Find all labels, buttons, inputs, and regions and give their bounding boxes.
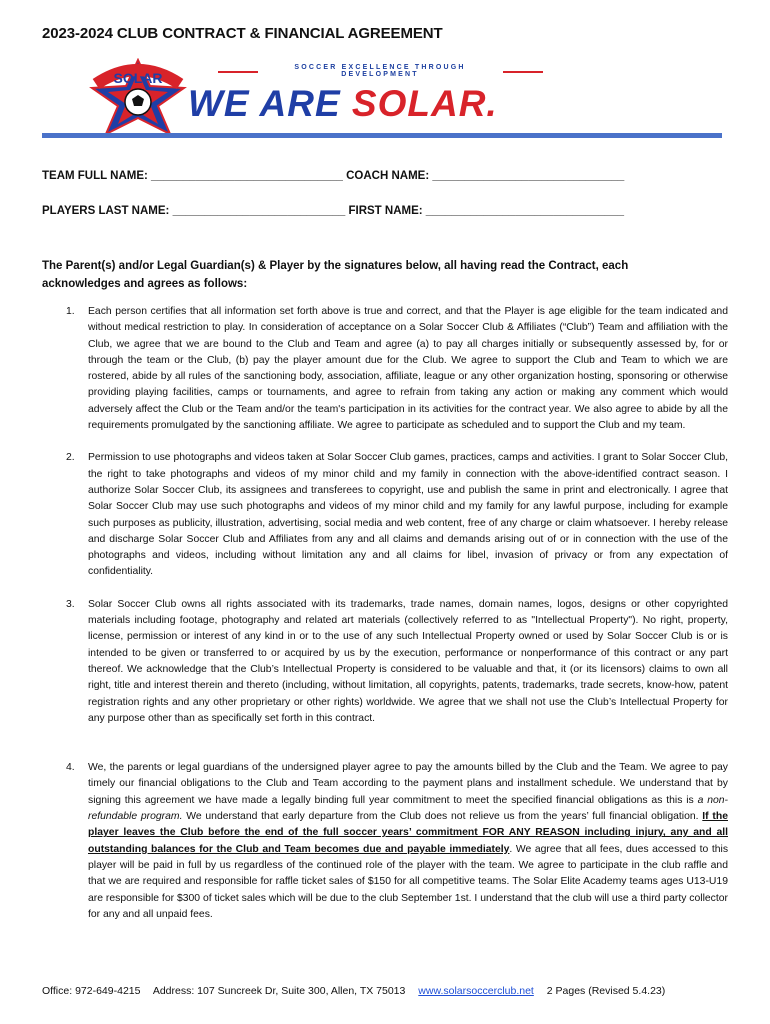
clause-3 (42, 597, 728, 727)
team-name-label: TEAM FULL NAME: (42, 170, 148, 182)
header-rule (42, 133, 722, 138)
first-name-label: FIRST NAME: (348, 205, 423, 217)
coach-name-field[interactable]: ______________________________ (432, 170, 625, 182)
clause-text-bold: If the player leaves the Club before the end of the full soccer years’ commitment FOR ANY REASON including injury, any and all outstanding balances for the Club and Team becomes due and payable immediately (88, 811, 728, 855)
footer-website-link[interactable]: www.solarsoccerclub.net (418, 985, 534, 997)
clause-list (42, 304, 728, 923)
clause-number: 2. (66, 452, 75, 464)
tagline-left-line (218, 71, 258, 73)
last-name-label: PLAYERS LAST NAME: (42, 205, 170, 217)
footer-address: Address: 107 Suncreek Dr, Suite 300, Allen, TX 75013 (152, 985, 406, 997)
clause-text-c: . We agree that all fees, dues accessed to this player will be paid in full by us regardless of the continued role of the player with the team. We agree to participate in the club raffle and that we are required and responsible for raffle ticket sales of $150 for all competitive teams. The Solar Elite Academy teams ages U13-U19 are responsible for $300 of ticket sales which will be due to the club September 1st. I understand that the club will use a third party collector for any and all unpaid fees. (88, 843, 729, 920)
clause-text-italic: a non-refundable program. (88, 794, 728, 823)
tagline: SOCCER EXCELLENCE THROUGH DEVELOPMENT (294, 64, 466, 78)
clause-text: Each person certifies that all information set forth above is true and correct, and that the Player is age eligible for the team indicated and without medical restriction to play. In consideration of acceptance on a Solar Soccer Club & Affiliates (“Club”) Team and affiliation with the Club, we agree that we are bound to the Club and Team and agree (a) to pay all charges initially or subsequently assessed by, for or through the team or the Club, (b) pay the player amount due for the Club. We agree to support the Club and Team to which we are rostered, abide by all rules of the sanctioning body, association, affiliate, league or any other organization hosting, sponsoring or otherwise providing playing facilities, camps or tournaments, and agree to refrain from taking any action or making any comment which would adversely affect the Club or the Team and/or the team's participation in its activities for the contract year. We also agree to abide by all the requirements promulgated by the sanctioning affiliate. We agree to participate as scheduled and to support the Club and my team. (88, 306, 728, 432)
agreement-intro: The Parent(s) and/or Legal Guardian(s) & Player by the signatures below, all having read the Contract, each acknowledges and agrees as follows: (42, 260, 629, 290)
page-title: 2023-2024 CLUB CONTRACT & FINANCIAL AGREEMENT (42, 25, 443, 42)
clause-text: Solar Soccer Club owns all rights associated with its trademarks, trade names, domain names, logos, designs or other copyrighted materials including footage, photography and related art materials (collectively referred to as "Intellectual Property"). No right, property, license, permission or interest of any kind in or to the use of any such Intellectual Property owned or used by Solar Soccer Club is or is intended to be given or transferred to or acquired by us by the execution, performance or nonperformance of this contract or any part thereof. We acknowledge that the Club’s Intellectual Property is considered to be valuable and that, it (or its licensors) claims to own all right, title and interest therein and thereto (including, without limitation, all copyrights, patents, trademarks, trade secrets, know-how, patent registration rights and any other proprietary or other rights) worldwide. We agree that we shall not use the Club’s Intellectual Property for any purpose other than as specifically set forth in this contract. (88, 598, 728, 724)
clause-number: 4. (66, 762, 75, 774)
solar-star-icon (88, 58, 188, 136)
clause-number: 1. (66, 306, 75, 317)
clause-1 (42, 304, 728, 434)
clause-4 (42, 760, 728, 923)
tagline-row (218, 62, 543, 80)
player-name-row (42, 205, 624, 217)
footer-office: Office: 972-649-4215 (42, 985, 141, 997)
first-name-field[interactable]: _______________________________ (425, 205, 625, 217)
brand-part-2: SOLAR. (351, 83, 498, 124)
brand-wordmark (188, 82, 498, 126)
footer-pages: 2 Pages (Revised 5.4.23) (546, 985, 666, 997)
clause-text-a: We, the parents or legal guardians of the undersigned player agree to pay the amounts billed by the Club and the Team. We agree to pay timely our financial obligations to the Club and Team according to the payment plans and installment schedule. We understand that by signing this agreement we have made a legally binding full year commitment to meet the specified financial obligations as this is (88, 762, 728, 806)
tagline-right-line (503, 71, 543, 73)
brand-part-1: WE ARE (188, 83, 352, 124)
clause-text: Permission to use photographs and videos taken at Solar Soccer Club games, practices, camps and activities. I grant to Solar Soccer Club, the right to take photographs and videos of my minor child and my family in connection with the above-identified contract season. I authorize Solar Soccer Club, its assignees and transferees to copyright, use and publish the same in print and electronically. I agree that Solar Soccer Club may use such photographs and videos of my minor child and my family for any lawful purpose, including for example such purposes as publicity, illustration, advertising, social media and web content, free of any charge or claim whatsoever. I hereby release and discharge Solar Soccer Club and Affiliates from any and all claims and demands arising out of or in connection with the use of the photographs and videos, including without limitation any and all claims for libel, invasion of privacy or from any expectation of confidentiality. (88, 452, 728, 578)
last-name-field[interactable]: ___________________________ (172, 205, 346, 217)
logo-badge-text: SOLAR (113, 70, 163, 86)
coach-name-label: COACH NAME: (346, 170, 430, 182)
team-coach-row (42, 170, 624, 182)
clause-2 (42, 450, 728, 580)
solar-logo (88, 58, 188, 136)
footer (42, 985, 675, 997)
clause-text-b: We understand that early departure from the Club does not relieve us from the years’ full financial obligation. (182, 811, 703, 823)
clause-number: 3. (66, 598, 75, 610)
team-name-field[interactable]: ______________________________ (151, 170, 343, 182)
